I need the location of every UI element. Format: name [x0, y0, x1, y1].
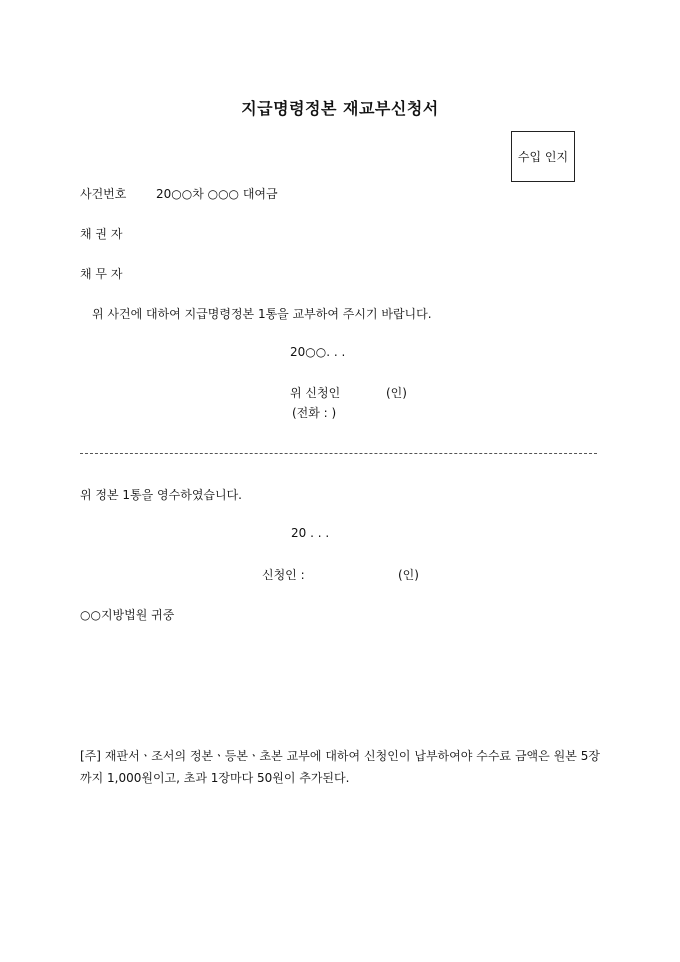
applicant-seal: (인)	[386, 386, 407, 400]
applicant-phone: (전화 : )	[292, 406, 337, 420]
case-number-label: 사건번호	[80, 187, 127, 201]
court-addressee: ○○지방법원 귀중	[80, 608, 175, 622]
request-text: 위 사건에 대하여 지급명령정본 1통을 교부하여 주시기 바랍니다.	[92, 307, 432, 321]
fee-note: [주] 재판서ㆍ조서의 정본ㆍ등본ㆍ초본 교부에 대하여 신청인이 납부하여야 수수료 금액은 원본 5장까지 1,000원이고, 초과 1장마다 50원이 추가된다.	[80, 749, 600, 785]
applicant-label: 위 신청인	[290, 386, 341, 400]
receipt-text: 위 정본 1통을 영수하였습니다.	[80, 488, 242, 502]
creditor-label: 채 권 자	[80, 227, 123, 241]
cut-line-divider	[80, 453, 597, 454]
revenue-stamp-label: 수입 인지	[517, 150, 569, 164]
receipt-date: 20 . . .	[291, 526, 330, 540]
receipt-applicant-label: 신청인 :	[262, 568, 305, 582]
application-date: 20○○. . .	[290, 345, 346, 359]
debtor-label: 채 무 자	[80, 267, 123, 281]
case-number-value: 20○○차 ○○○ 대여금	[156, 187, 278, 201]
document-title: 지급명령정본 재교부신청서	[241, 99, 439, 118]
receipt-seal: (인)	[398, 568, 419, 582]
revenue-stamp-box	[511, 131, 575, 182]
